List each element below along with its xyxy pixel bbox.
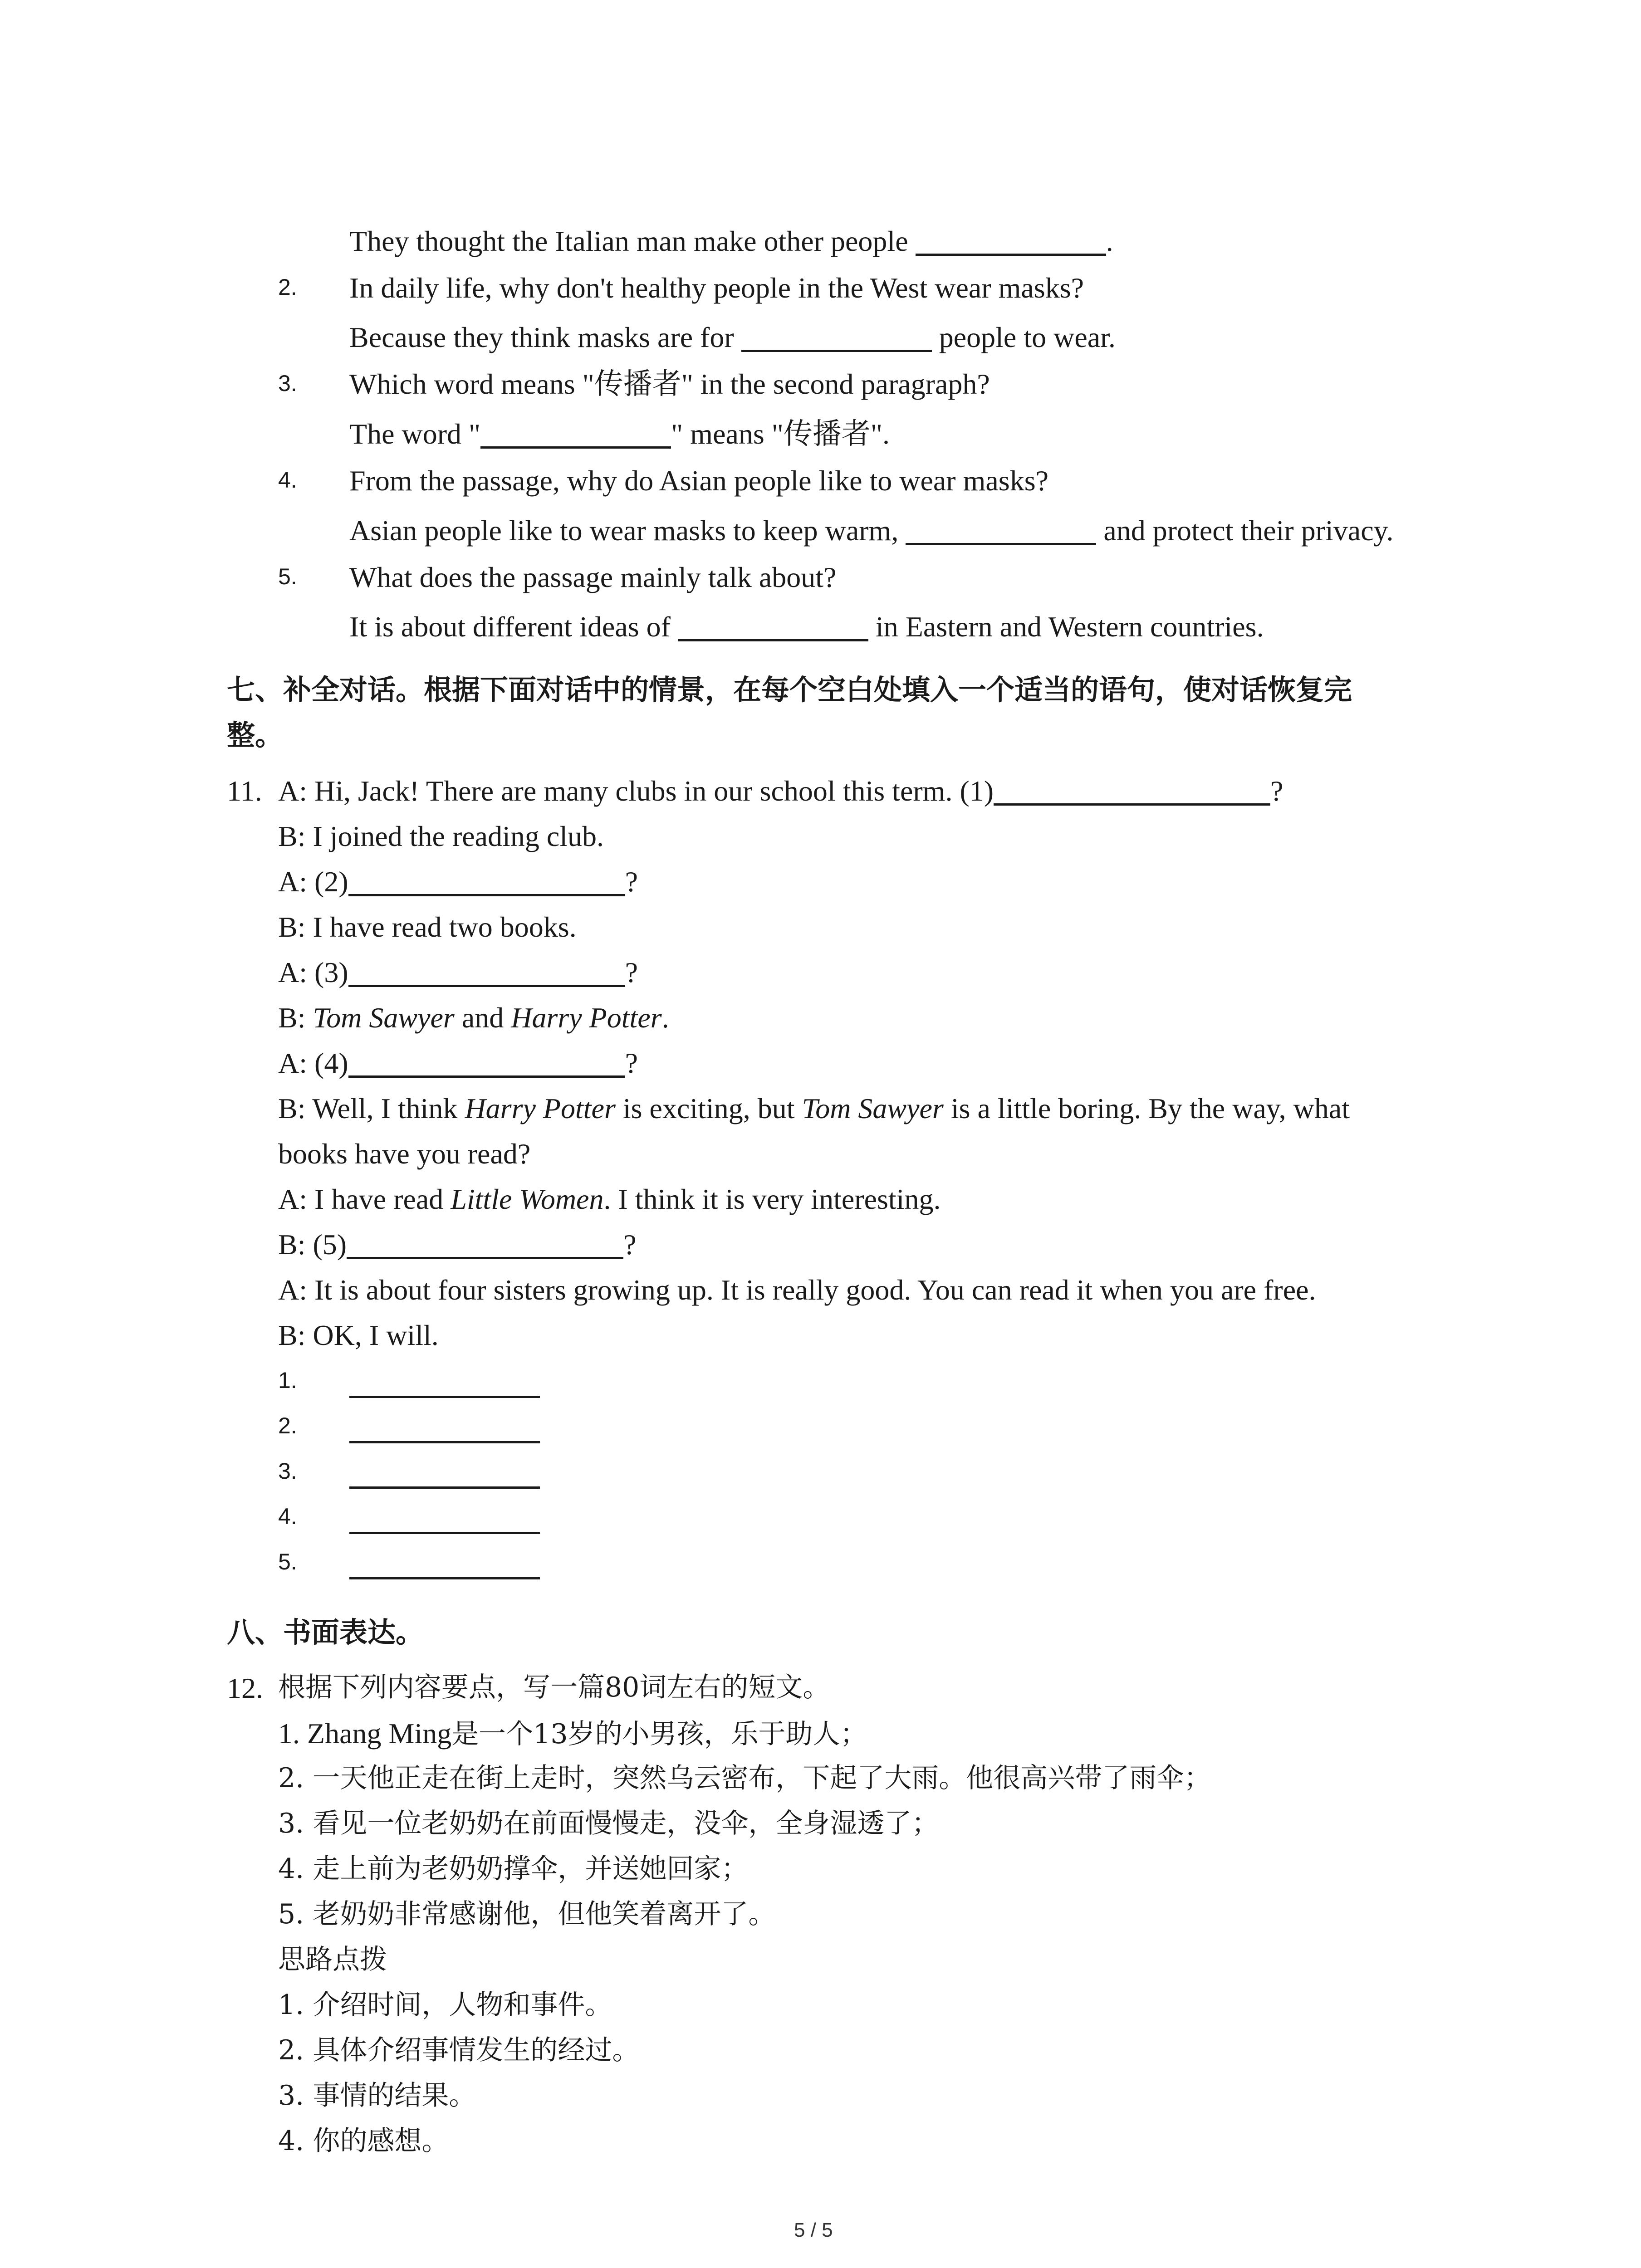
point-text: 1. Zhang Ming (278, 1717, 452, 1750)
dialogue-text: A: I have read (278, 1183, 451, 1215)
answer-blank[interactable] (349, 1551, 540, 1579)
point-2: 2. 一天他正走在街上走时，突然乌云密布，下起了大雨。他很高兴带了雨伞； (278, 1762, 1211, 1794)
q3-number: 3. (278, 371, 297, 396)
tip-1: 1. 介绍时间，人物和事件。 (278, 1989, 612, 2021)
dialogue-line-11 (278, 1230, 637, 1259)
q1-end-text: . (1106, 225, 1113, 257)
answer-number-5: 5. (278, 1549, 297, 1574)
dialogue-blank-4[interactable] (348, 1049, 625, 1078)
dialogue-line-12: A: It is about four sisters growing up. It is really good. You can read it when you are free. (278, 1274, 1316, 1306)
dialogue-text: is a little boring. By the way, what (943, 1092, 1350, 1124)
question-mark: ? (1270, 775, 1283, 807)
q2-answer-line (349, 323, 1116, 352)
dialogue-blank-1[interactable] (994, 777, 1270, 806)
dialogue-line-2: B: I joined the reading club. (278, 820, 604, 852)
dialogue-blank-5[interactable] (347, 1231, 623, 1259)
section8-heading: 八、书面表达。 (227, 1616, 424, 1649)
book-title: Tom Sawyer (802, 1092, 944, 1124)
q4-answer-post: and protect their privacy. (1103, 514, 1394, 547)
answer-blank[interactable] (678, 613, 868, 641)
answer-number-2: 2. (278, 1413, 297, 1438)
point-3: 3. 看见一位老奶奶在前面慢慢走，没伞，全身湿透了； (278, 1808, 939, 1839)
question-mark: ? (625, 1047, 638, 1079)
dialogue-text: . I think it is very interesting. (603, 1183, 941, 1215)
answer-number-3: 3. (278, 1458, 297, 1484)
dialogue-line-6 (278, 1003, 669, 1032)
dialogue-blank-2[interactable] (348, 868, 625, 896)
dialogue-line-4: B: I have read two books. (278, 911, 577, 943)
answer-line-2 (349, 1414, 540, 1443)
tip-3: 3. 事情的结果。 (278, 2080, 476, 2112)
dialogue-line-10 (278, 1185, 941, 1214)
dialogue-line-3 (278, 867, 638, 896)
answer-line-1 (349, 1369, 540, 1398)
answer-line-3 (349, 1460, 540, 1489)
tips-title: 思路点拨 (278, 1944, 387, 1975)
answer-blank[interactable] (906, 517, 1096, 545)
q5-number: 5. (278, 564, 297, 589)
q2-number: 2. (278, 274, 297, 300)
book-title: Harry Potter (465, 1092, 616, 1124)
answer-blank[interactable] (349, 1415, 540, 1443)
point-5: 5. 老奶奶非常感谢他，但他笑着离开了。 (278, 1898, 776, 1930)
answer-blank[interactable] (349, 1369, 540, 1398)
dialogue-text: A: (2) (278, 865, 348, 898)
q3-answer-line (349, 420, 890, 449)
point-1 (278, 1719, 867, 1748)
dialogue-text: B: (5) (278, 1228, 347, 1261)
book-title: Tom Sawyer (313, 1002, 455, 1034)
dialogue-blank-3[interactable] (348, 958, 625, 987)
q5-answer-pre: It is about different ideas of (349, 611, 671, 643)
dialogue-text: and (454, 1002, 511, 1034)
q4-question: From the passage, why do Asian people like to wear masks? (349, 464, 1048, 497)
question-mark: ? (625, 956, 638, 988)
q4-answer-line (349, 516, 1393, 545)
answer-blank[interactable] (741, 323, 932, 352)
dialogue-line-7 (278, 1049, 638, 1078)
q1-answer-line (349, 227, 1113, 256)
q4-number: 4. (278, 467, 297, 493)
dialogue-line-8 (278, 1094, 1350, 1123)
section7-heading: 七、补全对话。根据下面对话中的情景，在每个空白处填入一个适当的语句，使对话恢复完 (227, 673, 1352, 706)
point-4: 4. 走上前为老奶奶撑伞，并送她回家； (278, 1853, 749, 1885)
q5-answer-line (349, 612, 1264, 641)
answer-blank[interactable] (480, 420, 671, 449)
q3-answer-pre: The word " (349, 418, 481, 450)
answer-number-1: 1. (278, 1368, 297, 1393)
dialogue-line-5 (278, 958, 638, 987)
tip-2: 2. 具体介绍事情发生的经过。 (278, 2034, 640, 2066)
answer-number-4: 4. (278, 1504, 297, 1529)
book-title: Little Women (451, 1183, 604, 1215)
dialogue-text: A: (4) (278, 1047, 348, 1079)
dialogue-line-13: B: OK, I will. (278, 1319, 439, 1351)
point-text: 是一个13岁的小男孩，乐于助人； (451, 1718, 867, 1750)
dialogue-text: B: Well, I think (278, 1092, 465, 1124)
q2-question: In daily life, why don't healthy people in the West wear masks? (349, 272, 1084, 304)
page-number: 5 / 5 (794, 2219, 833, 2241)
q3-answer-post: " means "传播者". (671, 418, 890, 450)
dialogue-line-9: books have you read? (278, 1138, 531, 1170)
tip-4: 4. 你的感想。 (278, 2125, 449, 2157)
q5-answer-post: in Eastern and Western countries. (875, 611, 1264, 643)
answer-blank[interactable] (349, 1505, 540, 1534)
section7-heading-cont: 整。 (227, 719, 284, 752)
q3-question: Which word means "传播者" in the second paragraph? (349, 368, 990, 400)
answer-blank[interactable] (349, 1460, 540, 1489)
dialogue-text: A: (3) (278, 956, 348, 988)
book-title: Harry Potter (511, 1002, 662, 1034)
answer-line-5 (349, 1550, 540, 1579)
dialogue-text: is exciting, but (615, 1092, 802, 1124)
q5-question: What does the passage mainly talk about? (349, 561, 837, 593)
dialogue-text: . (661, 1002, 669, 1034)
q4-answer-pre: Asian people like to wear masks to keep warm, (349, 514, 899, 547)
answer-blank[interactable] (916, 227, 1106, 256)
answer-line-4 (349, 1505, 540, 1534)
q2-answer-pre: Because they think masks are for (349, 321, 734, 353)
dialogue-line-1 (278, 777, 1283, 806)
q12-number: 12. (227, 1672, 263, 1704)
dialogue-text: A: Hi, Jack! There are many clubs in our school this term. (1) (278, 775, 994, 807)
q2-answer-post: people to wear. (939, 321, 1116, 353)
q11-number: 11. (227, 775, 262, 807)
q12-intro: 根据下列内容要点，写一篇80词左右的短文。 (278, 1672, 830, 1703)
dialogue-text: B: (278, 1002, 313, 1034)
q1-answer-text: They thought the Italian man make other people (349, 225, 908, 257)
question-mark: ? (623, 1228, 637, 1261)
question-mark: ? (625, 865, 638, 898)
